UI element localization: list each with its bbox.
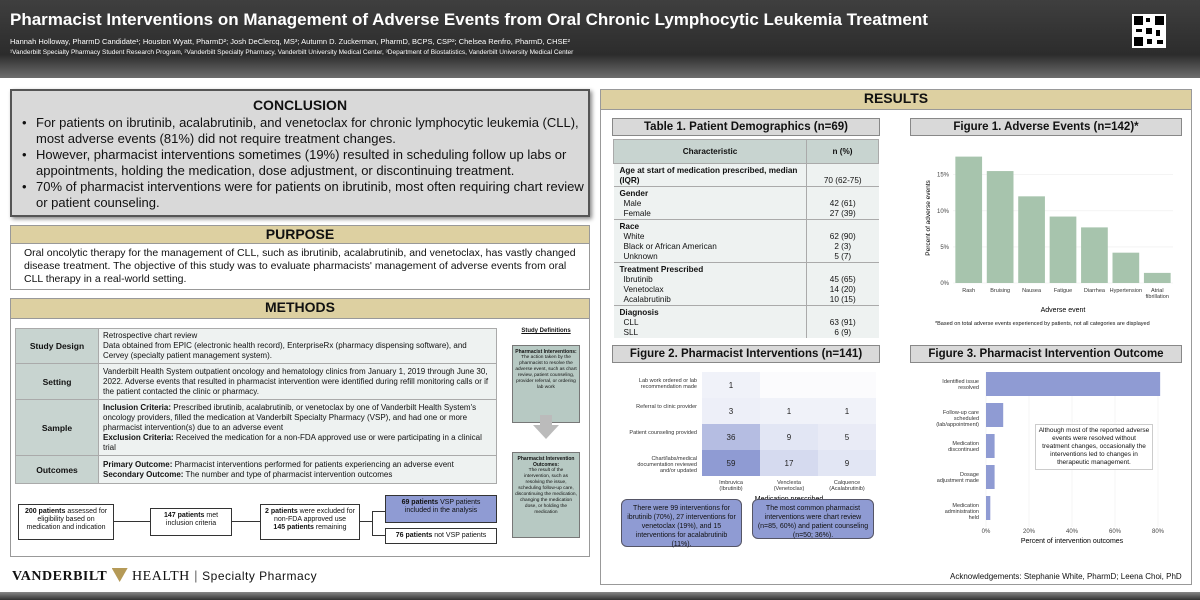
poster-title: Pharmacist Interventions on Management of Adverse Events from Oral Chronic Lymphocytic Leukemia Treatment <box>10 10 928 29</box>
table-row <box>614 328 879 338</box>
flow-arrow <box>114 521 150 522</box>
bar <box>986 496 990 520</box>
secondary-outcome-text: The number and type of pharmacist intervention outcomes <box>183 469 393 479</box>
bar <box>986 465 995 489</box>
cell-label: 17 <box>784 459 794 468</box>
table-row <box>16 329 497 364</box>
arrow-down-icon <box>533 425 559 439</box>
heatmap-cell <box>760 372 818 398</box>
definition-text: The result of the intervention, such as resolving the issue, scheduling follow-up care, discontinuing the medication, changing the medication dose, or holding the medication <box>515 468 577 515</box>
flow-box-not-vsp: 76 patients not VSP patients <box>385 528 497 544</box>
cell-label: 3 <box>728 407 734 416</box>
definition-box-outcomes <box>512 452 580 538</box>
bar <box>986 403 1003 427</box>
table-row <box>16 456 497 484</box>
row-label: Acalabrutinib <box>614 295 807 306</box>
x-tick-label: Atrial fibrillation <box>1145 288 1169 300</box>
row-label: Unknown <box>614 252 807 263</box>
table-row <box>614 318 879 328</box>
flow-box-included: 147 patients met inclusion criteria <box>150 508 232 536</box>
row-value: 62 (90) <box>807 232 879 242</box>
y-tick-label: Chart/labs/medical documentation reviewed and/or updated <box>637 456 697 474</box>
vanderbilt-logo: VANDERBILT HEALTH | Specialty Pharmacy <box>12 568 318 584</box>
acknowledgements: Acknowledgements: Stephanie White, PharmD; Leena Choi, PhD <box>950 572 1182 581</box>
table-row <box>614 199 879 209</box>
fig2-title: Figure 2. Pharmacist Interventions (n=141) <box>612 345 880 363</box>
table-row <box>614 164 879 187</box>
table-row <box>614 285 879 295</box>
y-tick-label: Patient counseling provided <box>629 430 697 436</box>
cell-label: 5 <box>844 433 850 442</box>
row-label: Outcomes <box>16 456 99 484</box>
methods-heading: METHODS <box>10 298 590 319</box>
flow-box-vsp: 69 patients VSP patients included in the analysis <box>385 495 497 523</box>
bar <box>1081 227 1108 283</box>
y-tick-label: 5% <box>940 244 949 251</box>
x-axis-label: Adverse event <box>1040 307 1086 314</box>
row-label: White <box>614 232 807 242</box>
primary-outcome-label: Primary Outcome: <box>103 459 173 469</box>
table-row <box>614 232 879 242</box>
row-value: 70 (62-75) <box>807 164 879 187</box>
fig3-callout: Although most of the reported adverse events were resolved without treatment changes, occasionally the interventions led to changes in therapeutic management. <box>1035 424 1153 470</box>
cell-label: 1 <box>728 381 734 390</box>
x-tick-label: 80% <box>1151 529 1165 535</box>
row-value <box>99 456 497 484</box>
row-value: 14 (20) <box>807 285 879 295</box>
table-section-row <box>614 306 879 319</box>
section-value <box>807 306 879 319</box>
x-tick-label: Imbruvica (Ibrutinib) <box>719 480 743 492</box>
y-axis-label: Percent of adverse events <box>925 180 932 256</box>
qr-code-icon <box>1132 14 1166 48</box>
footer-bar <box>0 592 1200 600</box>
purpose-text: Oral oncolytic therapy for the management of CLL, such as ibrutinib, acalabrutinib, and venetoclax, has vastly changed disease treatment. The objective of this study was to evaluate pharmacists' management of adverse events from oral CLL therapy in a real-world setting. <box>24 247 576 285</box>
purpose-heading: PURPOSE <box>10 225 590 244</box>
row-label: Male <box>614 199 807 209</box>
column-header: Characteristic <box>614 140 807 164</box>
inclusion-label: Inclusion Criteria: <box>103 402 172 412</box>
flow-arrow <box>372 511 385 512</box>
flow-box-assessed: 200 patients assessed for eligibility based on medication and indication <box>18 504 114 540</box>
row-label: Study Design <box>16 329 99 364</box>
row-label: Female <box>614 209 807 220</box>
table-header-row <box>614 140 879 164</box>
bar <box>986 372 1160 396</box>
demographics-table <box>613 139 879 338</box>
secondary-outcome-label: Secondary Outcome: <box>103 469 184 479</box>
flow-arrow <box>360 521 372 522</box>
section-value <box>807 220 879 233</box>
row-value: 2 (3) <box>807 242 879 252</box>
cell-label: 9 <box>844 459 850 468</box>
y-tick-label: Identified issue resolved <box>942 379 979 391</box>
x-tick-label: 20% <box>1022 529 1036 535</box>
table-section-row <box>614 263 879 276</box>
y-tick-label: Lab work ordered or lab recommendation made <box>638 378 697 390</box>
definition-text: The action taken by the pharmacist to resolve the adverse event, such as chart review, patient counseling, provider referral, or ordering lab work <box>515 355 577 390</box>
table-row <box>614 242 879 252</box>
bar <box>1050 217 1077 283</box>
section-label: Gender <box>614 187 807 200</box>
row-value: 27 (39) <box>807 209 879 220</box>
table-row <box>614 252 879 263</box>
fig2-note: There were 99 interventions for ibrutinib (70%), 27 interventions for venetoclax (19%), and 15 interventions for acalabrutinib (11%). <box>621 499 742 547</box>
table-row <box>16 364 497 400</box>
affiliations: ¹Vanderbilt Specialty Pharmacy Student Research Program, ²Vanderbilt Specialty Pharmacy, Vanderbilt University Medical Center, ³Department of Biostatistics, Vanderbilt University Medical Center <box>10 49 574 56</box>
inclusion-text: Prescribed ibrutinib, acalabrutinib, or venetoclax by one of Vanderbilt Health System's oncology providers, filled the medication at Vanderbilt Specialty Pharmacy (VSP), and had one or more pharmacist intervention(s) due to an adverse event <box>103 402 477 432</box>
table-row <box>16 400 497 456</box>
row-value: 6 (9) <box>807 328 879 338</box>
y-tick-label: Follow-up care scheduled (lab/appointment) <box>936 410 979 428</box>
conclusion-heading: CONCLUSION <box>252 97 348 113</box>
column-header: n (%) <box>807 140 879 164</box>
cell-label: 1 <box>786 407 792 416</box>
row-label: CLL <box>614 318 807 328</box>
row-value: 42 (61) <box>807 199 879 209</box>
vanderbilt-v-icon <box>112 568 128 582</box>
y-tick-label: 0% <box>940 281 949 287</box>
table-row <box>614 295 879 306</box>
conclusion-list <box>22 115 588 211</box>
x-tick-label: Venclexta (Venetoclax) <box>773 480 805 492</box>
x-tick-label: 0% <box>981 529 991 535</box>
table-section-row <box>614 187 879 200</box>
fig1-footnote: *Based on total adverse events experienced by patients, not all categories are displayed <box>935 321 1150 327</box>
y-tick-label: 10% <box>936 208 949 215</box>
row-label: Black or African American <box>614 242 807 252</box>
flow-box-excluded: 2 patients were excluded for non-FDA approved use 145 patients remaining <box>260 504 360 540</box>
y-tick-label: Medication discontinued <box>948 441 979 453</box>
definition-title: Pharmacist Interventions: <box>515 349 577 355</box>
study-definitions-title: Study Definitions <box>521 328 571 334</box>
heatmap-cell <box>818 372 876 398</box>
table1-title: Table 1. Patient Demographics (n=69) <box>612 118 880 136</box>
x-tick-label: Fatigue <box>1053 288 1073 294</box>
row-label: Ibrutinib <box>614 275 807 285</box>
bar <box>955 157 982 283</box>
definition-box-interventions <box>512 345 580 423</box>
header <box>0 0 1200 78</box>
bar <box>986 434 995 458</box>
definition-title: Pharmacist Intervention Outcomes: <box>517 456 575 468</box>
flow-arrow <box>372 535 385 536</box>
results-heading: RESULTS <box>600 89 1192 110</box>
row-value: 63 (91) <box>807 318 879 328</box>
conclusion-panel <box>10 89 590 217</box>
row-value: 45 (65) <box>807 275 879 285</box>
fig3-title: Figure 3. Pharmacist Intervention Outcome <box>910 345 1182 363</box>
flow-arrow <box>232 521 260 522</box>
list-item: • For patients on ibrutinib, acalabrutinib, and venetoclax for chronic lymphocytic leukemia (CLL), most adverse events (81%) did not require treatment changes. <box>22 115 588 147</box>
x-tick-label: Bruising <box>990 288 1011 294</box>
x-tick-label: Diarrhea <box>1083 288 1105 294</box>
list-item: • However, pharmacist interventions sometimes (19%) resulted in scheduling follow up labs or appointments, holding the medication, dose adjustment, or discontinuing treatment. <box>22 147 588 179</box>
flow-arrow <box>372 511 373 535</box>
row-label: SLL <box>614 328 807 338</box>
x-tick-label: Nausea <box>1022 288 1042 294</box>
bar <box>1144 273 1171 283</box>
authors: Hannah Holloway, PharmD Candidate¹; Houston Wyatt, PharmD²; Josh DeClercq, MS³; Autumn D. Zuckerman, PharmD, BCPS, CSP²; Chelsea Renfro, PharmD, CHSE² <box>10 37 570 46</box>
table-row <box>614 209 879 220</box>
section-value <box>807 187 879 200</box>
y-tick-label: 15% <box>936 172 949 179</box>
x-tick-label: Rash <box>962 288 976 294</box>
cell-label: 9 <box>786 433 792 442</box>
section-label: Treatment Prescribed <box>614 263 807 276</box>
section-label: Diagnosis <box>614 306 807 319</box>
row-value <box>99 400 497 456</box>
cell-label: 59 <box>726 459 736 468</box>
primary-outcome-text: Pharmacist interventions performed for patients experiencing an adverse event <box>172 459 454 469</box>
adverse-events-chart <box>918 140 1180 330</box>
section-label: Race <box>614 220 807 233</box>
row-label: Venetoclax <box>614 285 807 295</box>
table-section-row <box>614 220 879 233</box>
y-tick-label: Medication administration held <box>944 503 979 521</box>
exclusion-text: Received the medication for a non-FDA approved use or were participating in a clinical trial <box>103 432 482 452</box>
bar <box>987 171 1014 283</box>
x-axis-label: Percent of intervention outcomes <box>1020 538 1124 545</box>
table-row <box>614 275 879 285</box>
y-tick-label: Dosage adjustment made <box>936 472 979 484</box>
row-label: Setting <box>16 364 99 400</box>
bar <box>1018 196 1045 283</box>
fig1-title: Figure 1. Adverse Events (n=142)* <box>910 118 1182 136</box>
row-label: Age at start of medication prescribed, median (IQR) <box>614 164 807 187</box>
x-tick-label: 40% <box>1065 529 1079 535</box>
exclusion-label: Exclusion Criteria: <box>103 432 174 442</box>
x-tick-label: 60% <box>1108 529 1122 535</box>
x-tick-label: Hypertension <box>1109 288 1143 294</box>
interventions-heatmap <box>606 367 894 492</box>
cell-label: 1 <box>844 407 850 416</box>
y-tick-label: Referral to clinic provider <box>636 404 697 410</box>
row-value: 5 (7) <box>807 252 879 263</box>
demographics-body <box>614 187 879 339</box>
row-value: Retrospective chart review Data obtained from EPIC (electronic health record), EnterpriseRx (pharmacy dispensing software), and Cervey (specialty patient management system). <box>99 329 497 364</box>
bar <box>1113 253 1140 283</box>
methods-table <box>15 328 497 484</box>
cell-label: 36 <box>726 433 736 442</box>
row-value: Vanderbilt Health System outpatient oncology and hematology clinics from January 1, 2019 through June 30, 2022. Adverse events that resulted in pharmacist intervention were identified during refill monitoring calls or if the patient contacted the clinic or pharmacy. <box>99 364 497 400</box>
x-tick-label: Calquence (Acalabrutinib) <box>829 480 865 492</box>
fig3-summary-note: The most common pharmacist interventions were chart review (n=85, 60%) and patient counseling (n=50; 36%). <box>752 499 874 539</box>
list-item: • 70% of pharmacist interventions were for patients on ibrutinib, most often requiring chart review or patient counseling. <box>22 179 588 211</box>
row-label: Sample <box>16 400 99 456</box>
row-value: 10 (15) <box>807 295 879 306</box>
section-value <box>807 263 879 276</box>
